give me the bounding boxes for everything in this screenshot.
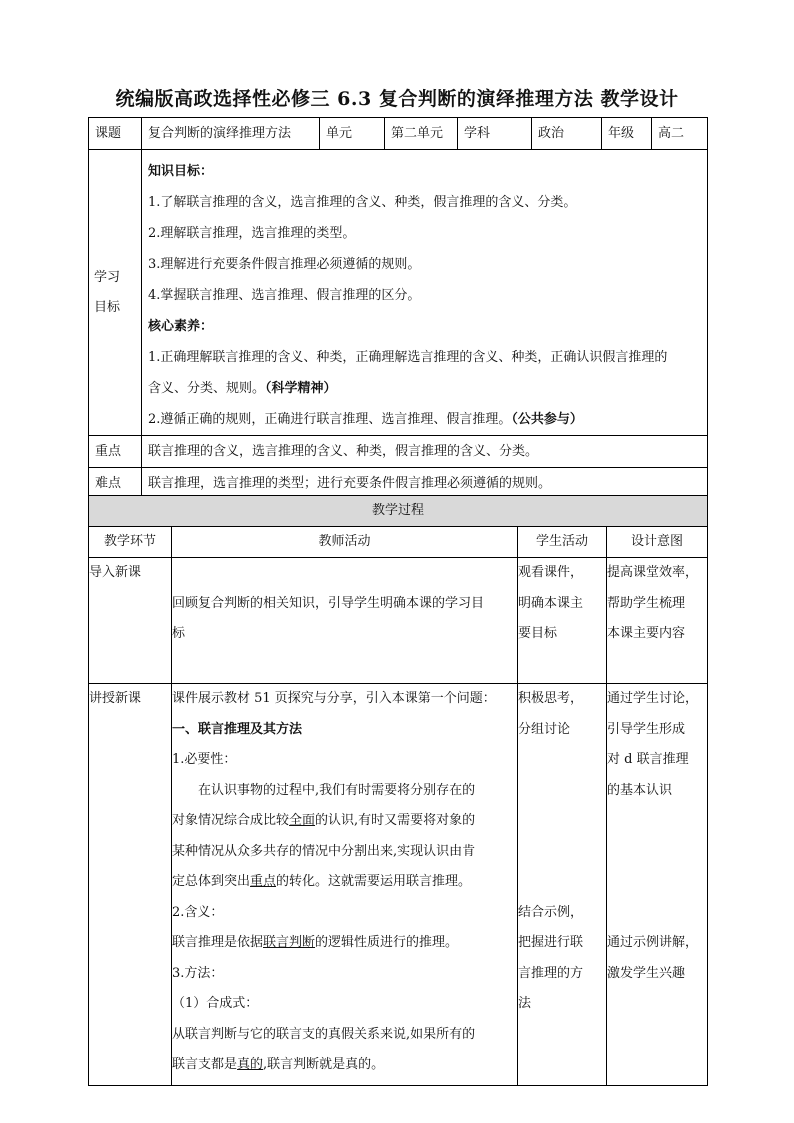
- lecture-section-heading: 一、联言推理及其方法: [172, 721, 303, 737]
- process-row-intro: [89, 558, 708, 684]
- core-item-2: [148, 404, 703, 435]
- lesson-value: 复合判断的演绎推理方法: [142, 118, 320, 150]
- lecture-stage: 讲授新课: [89, 684, 172, 1086]
- text-run: 对象情况综合成比较: [172, 813, 290, 828]
- grade-value: 高二: [652, 118, 708, 150]
- knowledge-item: 4.掌握联言推理、选言推理、假言推理的区分。: [148, 288, 421, 303]
- process-header-row: [89, 527, 708, 558]
- text-run: 联言推理是依据: [172, 935, 264, 950]
- underlined-text: 联言判断: [263, 935, 316, 950]
- underlined-text: 全面: [289, 813, 316, 828]
- lecture-line: 在认识事物的过程中,我们有时需要将分别存在的: [198, 782, 476, 798]
- subject-label: 学科: [458, 118, 532, 150]
- unit-label: 单元: [320, 118, 385, 150]
- key-label: 重点: [89, 436, 142, 468]
- difficulty-label: 难点: [89, 468, 142, 500]
- core-item-1b: [148, 373, 703, 404]
- text-run: ,联言判断就是真的。: [263, 1057, 385, 1072]
- intro-intent-line: 帮助学生梳理: [607, 595, 686, 611]
- process-banner-row: [89, 496, 708, 527]
- underlined-text: 真的: [237, 1057, 264, 1072]
- lecture-student-line: 言推理的方: [518, 965, 584, 981]
- key-value: 联言推理的含义，选言推理的含义、种类，假言推理的含义、分类。: [142, 436, 708, 468]
- process-table: [88, 495, 708, 1086]
- process-row-lecture: [89, 684, 708, 1086]
- intro-student-line: 观看课件，: [518, 565, 584, 580]
- lesson-label: 课题: [89, 118, 142, 150]
- lecture-student-line: 分组讨论: [518, 721, 571, 737]
- lecture-intent-line: 引导学生形成: [607, 721, 686, 737]
- header-student: 学生活动: [518, 527, 607, 558]
- text-run: 的转化。这就需要运用联言推理。: [276, 874, 472, 889]
- info-row-goals: [89, 150, 708, 436]
- unit-value: 第二单元: [385, 118, 458, 150]
- intro-intent: [607, 558, 708, 684]
- difficulty-value: 联言推理，选言推理的类型；进行充要条件假言推理必须遵循的规则。: [142, 468, 708, 500]
- intro-student-line: 明确本课主: [518, 595, 584, 611]
- lecture-teacher: [172, 684, 518, 1086]
- lecture-intent: [607, 684, 708, 1086]
- subject-value: 政治: [532, 118, 602, 150]
- knowledge-item: 2.理解联言推理，选言推理的类型。: [148, 226, 356, 241]
- text-run: 的逻辑性质进行的推理。: [315, 935, 459, 950]
- core-item-1a: 1.正确理解联言推理的含义、种类，正确理解选言推理的含义、种类，正确认识假言推理的: [148, 350, 668, 365]
- core-tag-science: （科学精神）: [265, 381, 337, 396]
- knowledge-heading: 知识目标：: [148, 164, 214, 179]
- header-intent: 设计意图: [607, 527, 708, 558]
- text-run: 联言支都是: [172, 1057, 238, 1072]
- lecture-line: [172, 928, 517, 959]
- lecture-line: 课件展示教材 51 页探究与分享，引入本课第一个问题：: [172, 691, 496, 706]
- lecture-line: 3.方法：: [172, 965, 224, 981]
- intro-stage: 导入新课: [89, 558, 172, 684]
- lecture-student-line: 结合示例，: [518, 904, 584, 920]
- lecture-intent-line: 的基本认识: [607, 782, 673, 798]
- lecture-line: 从联言判断与它的联言支的真假关系来说,如果所有的: [172, 1026, 476, 1042]
- lecture-intent-line: 激发学生兴趣: [607, 965, 686, 981]
- intro-teacher: [172, 558, 518, 684]
- lecture-line: 1.必要性：: [172, 752, 237, 767]
- lecture-line: 某种情况从众多共存的情况中分割出来,实现认识由肯: [172, 843, 476, 859]
- knowledge-item: 1.了解联言推理的含义，选言推理的含义、种类，假言推理的含义、分类。: [148, 195, 577, 210]
- core-item-2-text: 2.遵循正确的规则，正确进行联言推理、选言推理、假言推理。: [148, 412, 512, 427]
- info-row-key: [89, 436, 708, 468]
- intro-teacher-line: 回顾复合判断的相关知识，引导学生明确本课的学习目: [172, 595, 485, 611]
- text-run: 的认识,有时又需要将对象的: [315, 813, 476, 828]
- intro-intent-line: 本课主要内容: [607, 626, 686, 641]
- header-teacher: 教师活动: [172, 527, 518, 558]
- intro-teacher-line: 标: [172, 626, 186, 641]
- goals-label: [89, 150, 142, 436]
- underlined-text: 重点: [250, 874, 277, 889]
- intro-student: [518, 558, 607, 684]
- intro-intent-line: 提高课堂效率，: [607, 565, 699, 580]
- goals-label-line-2: 目标: [94, 299, 121, 315]
- header-stage: 教学环节: [89, 527, 172, 558]
- core-heading: 核心素养：: [148, 319, 214, 334]
- text-run: 定总体到突出: [172, 874, 251, 889]
- lecture-student-line: 积极思考，: [518, 691, 584, 706]
- knowledge-item: 3.理解进行充要条件假言推理必须遵循的规则。: [148, 257, 421, 272]
- info-table: [88, 117, 708, 500]
- lecture-intent-line: 通过示例讲解，: [607, 935, 699, 950]
- lecture-line: [172, 867, 517, 898]
- lecture-intent-line: 通过学生讨论，: [607, 691, 699, 706]
- goals-label-line-1: 学习: [94, 269, 121, 285]
- core-tag-participation: （公共参与）: [511, 412, 583, 427]
- goals-content: [142, 150, 708, 436]
- grade-label: 年级: [602, 118, 652, 150]
- process-banner: 教学过程: [89, 496, 708, 527]
- lecture-line: [172, 806, 517, 837]
- intro-student-line: 要目标: [518, 626, 558, 641]
- lecture-intent-line: 对 d 联言推理: [607, 752, 689, 767]
- lecture-line: [172, 1050, 517, 1081]
- lecture-line: （1）合成式：: [172, 996, 259, 1011]
- core-item-1b-text: 含义、分类、规则。: [148, 381, 266, 396]
- lecture-student-line: 把握进行联: [518, 935, 584, 950]
- info-row-lesson: [89, 118, 708, 150]
- lecture-student-line: 法: [518, 996, 532, 1011]
- lecture-student: [518, 684, 607, 1086]
- lecture-line: 2.含义：: [172, 904, 224, 920]
- page-title: 统编版高政选择性必修三 6.3 复合判断的演绎推理方法 教学设计: [115, 88, 679, 110]
